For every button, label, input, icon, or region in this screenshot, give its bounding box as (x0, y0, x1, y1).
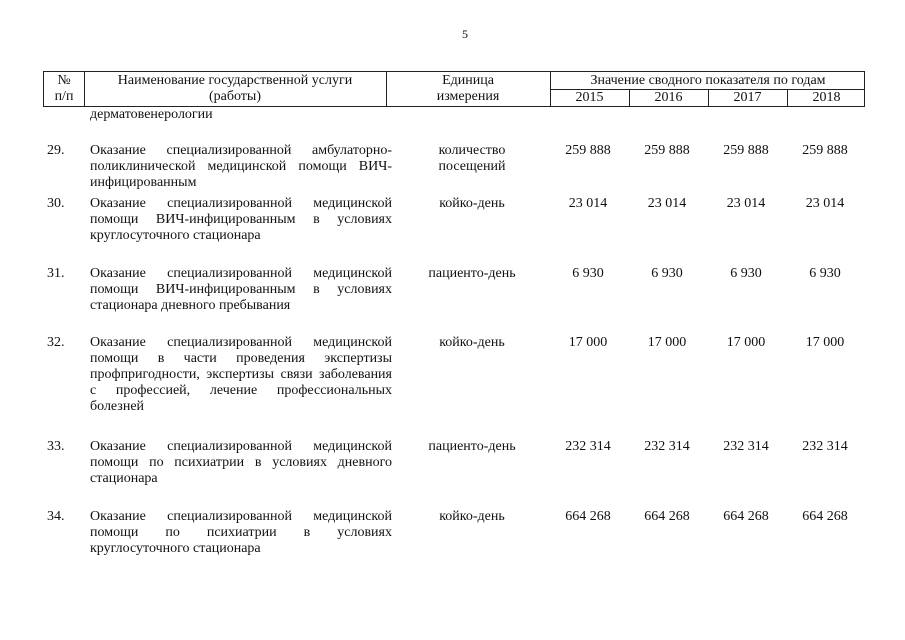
value-2017: 259 888 (723, 143, 769, 158)
value-2016: 259 888 (644, 143, 690, 158)
service-name: Оказание специализированной медицинской помощи в части проведения экспертизы профпригодности, экспертизы связи заболевания с профессией, лечение профессиональных болезней (90, 335, 392, 414)
header-unit (386, 73, 550, 105)
unit-of-measure: пациенто-день (428, 266, 516, 281)
service-name: Оказание специализированной медицинской помощи по психиатрии в условиях круглосуточного стационара (90, 509, 392, 556)
header-unit-line2: измерения (436, 89, 500, 104)
header-name-line1: Наименование государственной услуги (117, 73, 353, 88)
table-header (43, 71, 865, 107)
value-2018: 664 268 (802, 509, 848, 524)
unit-of-measure: койко-день (439, 335, 505, 350)
header-year: 2016 (654, 90, 683, 105)
value-2015: 17 000 (568, 335, 608, 350)
value-2016: 23 014 (647, 196, 687, 211)
header-num-line1: № (57, 73, 71, 88)
value-2017: 17 000 (726, 335, 766, 350)
value-2015: 232 314 (565, 439, 611, 454)
service-name: Оказание специализированной медицинской помощи ВИЧ-инфицированным в условиях круглосуточного стационара (90, 196, 392, 243)
value-2016: 6 930 (651, 266, 683, 281)
value-2017: 664 268 (723, 509, 769, 524)
row-number: 29. (47, 143, 65, 158)
value-2017: 23 014 (726, 196, 766, 211)
row-number: 33. (47, 439, 65, 454)
unit-of-measure: пациенто-день (428, 439, 516, 454)
value-2018: 259 888 (802, 143, 848, 158)
service-name: Оказание специализированной медицинской помощи ВИЧ-инфицированным в условиях стационара дневного пребывания (90, 266, 392, 313)
value-2018: 17 000 (805, 335, 845, 350)
header-name (84, 73, 386, 105)
value-2016: 17 000 (647, 335, 687, 350)
header-year: 2017 (733, 90, 762, 105)
row-number: 32. (47, 335, 65, 350)
row-number: 31. (47, 266, 65, 281)
header-num-line2: п/п (54, 89, 74, 104)
continuation-text: дерматовенерологии (90, 107, 213, 122)
header-num (44, 73, 84, 105)
value-2015: 259 888 (565, 143, 611, 158)
row-number: 34. (47, 509, 65, 524)
unit-of-measure: койко-день (439, 196, 505, 211)
value-2015: 23 014 (568, 196, 608, 211)
value-2015: 664 268 (565, 509, 611, 524)
page-number: 5 (462, 27, 468, 41)
header-year: 2015 (575, 90, 604, 105)
value-2018: 232 314 (802, 439, 848, 454)
header-unit-line1: Единица (442, 73, 494, 88)
header-name-line2: (работы) (208, 89, 261, 104)
service-name: Оказание специализированной амбулаторно-поликлинической медицинской помощи ВИЧ-инфицированным (90, 143, 392, 190)
value-2016: 664 268 (644, 509, 690, 524)
value-2017: 6 930 (730, 266, 762, 281)
unit-of-measure: количество посещений (438, 143, 506, 174)
value-2016: 232 314 (644, 439, 690, 454)
header-year: 2018 (812, 90, 841, 105)
row-number: 30. (47, 196, 65, 211)
service-name: Оказание специализированной медицинской помощи по психиатрии в условиях дневного стационара (90, 439, 392, 486)
header-group-label: Значение сводного показателя по годам (590, 73, 826, 88)
value-2015: 6 930 (572, 266, 604, 281)
value-2017: 232 314 (723, 439, 769, 454)
value-2018: 6 930 (809, 266, 841, 281)
unit-of-measure: койко-день (439, 509, 505, 524)
value-2018: 23 014 (805, 196, 845, 211)
